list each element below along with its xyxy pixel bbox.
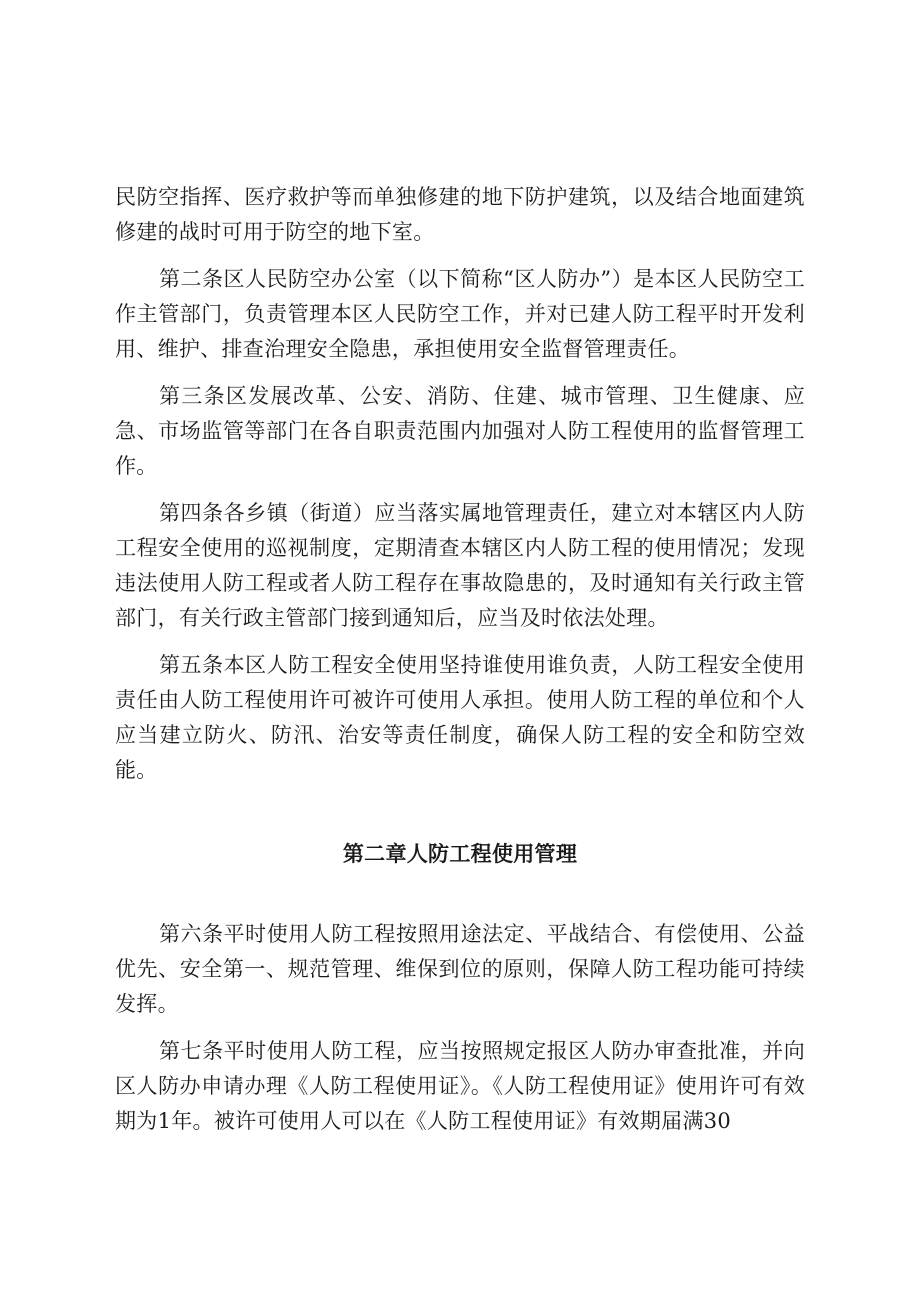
article-5-paragraph: 第五条本区人防工程安全使用坚持谁使用谁负责，人防工程安全使用责任由人防工程使用许可被许可使用人承担。使用人防工程的单位和个人应当建立防火、防汛、治安等责任制度，确保人防工程的安全和防空效能。 xyxy=(115,653,805,782)
paragraph-continuation: 民防空指挥、医疗救护等而单独修建的地下防护建筑，以及结合地面建筑修建的战时可用于防空的地下室。 xyxy=(115,185,805,244)
article-4-paragraph: 第四条各乡镇（街道）应当落实属地管理责任，建立对本辖区内人防工程安全使用的巡视制度，定期清查本辖区内人防工程的使用情况；发现违法使用人防工程或者人防工程存在事故隐患的，及时通知有关行政主管部门，有关行政主管部门接到通知后，应当及时依法处理。 xyxy=(115,501,805,630)
document-body xyxy=(115,180,805,1151)
article-3-paragraph: 第三条区发展改革、公安、消防、住建、城市管理、卫生健康、应急、市场监管等部门在各自职责范围内加强对人防工程使用的监督管理工作。 xyxy=(115,384,805,478)
article-7-paragraph: 第七条平时使用人防工程，应当按照规定报区人防办审查批准，并向区人防办申请办理《人防工程使用证》。《人防工程使用证》使用许可有效期为1年。被许可使用人可以在《人防工程使用证》有效期届满30 xyxy=(115,1039,805,1133)
article-2-paragraph: 第二条区人民防空办公室（以下简称“区人防办”）是本区人民防空工作主管部门，负责管理本区人民防空工作，并对已建人防工程平时开发利用、维护、排查治理安全隐患，承担使用安全监督管理责任。 xyxy=(115,267,805,361)
article-6-paragraph: 第六条平时使用人防工程按照用途法定、平战结合、有偿使用、公益优先、安全第一、规范管理、维保到位的原则，保障人防工程功能可持续发挥。 xyxy=(115,922,805,1016)
chapter-heading: 第二章人防工程使用管理 xyxy=(342,841,578,866)
